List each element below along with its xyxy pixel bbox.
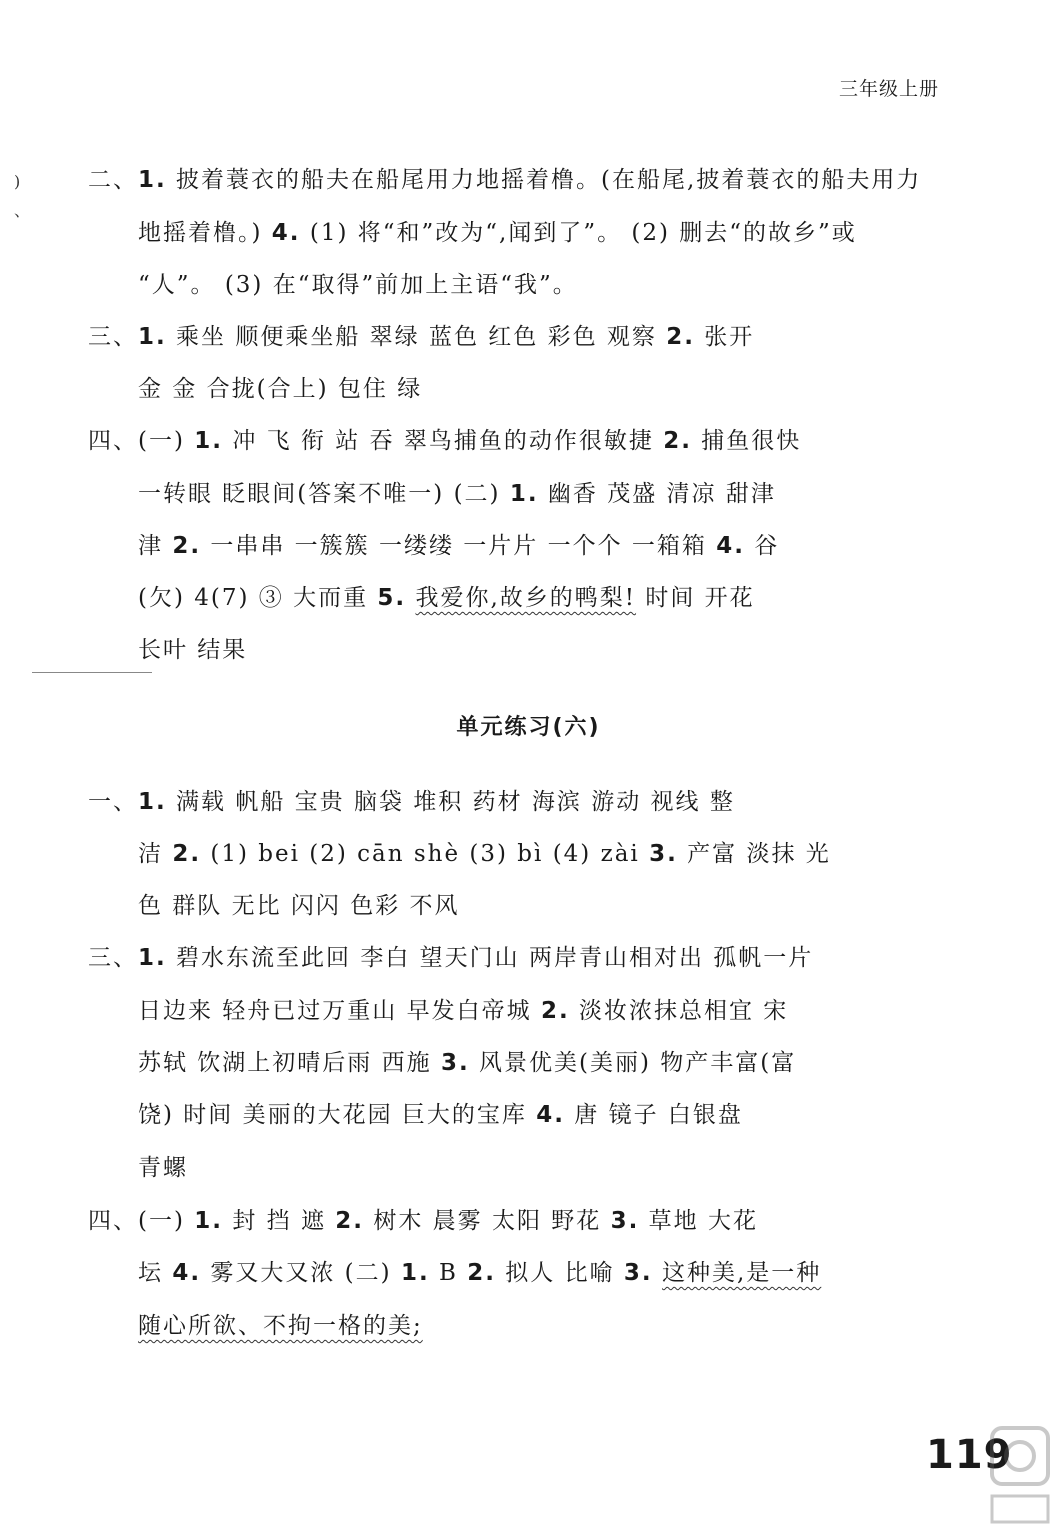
answer-line (138, 526, 779, 566)
answer-line (138, 991, 788, 1031)
section-marker: 四、(一) (88, 1208, 195, 1234)
answer-text: 冲 飞 衔 站 吞 翠鸟捕鱼的动作很敏捷 (223, 428, 664, 454)
underlined-answer: 我爱你,故乡的鸭梨! (415, 585, 637, 611)
question-number: 2. (666, 324, 695, 350)
answer-line (88, 421, 801, 461)
answer-line (138, 213, 857, 253)
answer-text: 拟人 比喻 (495, 1260, 624, 1286)
answer-text: 树木 晨雾 太阳 野花 (364, 1208, 611, 1234)
answer-line (138, 474, 776, 514)
answer-text: 产富 淡抹 光 (677, 841, 831, 867)
question-number: 1. (194, 428, 224, 454)
question-number: 3. (623, 1260, 653, 1286)
answer-text: 一串串 一簇簇 一缕缕 一片片 一个个 一箱箱 (201, 533, 717, 559)
answer-line (88, 317, 754, 357)
question-number: 4. (271, 220, 301, 246)
answer-text: 风景优美(美丽) 物产丰富(富 (469, 1050, 797, 1076)
answer-text (653, 1260, 662, 1286)
answer-line: 青螺 (138, 1155, 188, 1181)
section-divider (32, 672, 152, 673)
margin-mark: ) (14, 172, 21, 191)
section-marker: 一、 (88, 789, 138, 815)
answer-line (88, 782, 735, 822)
question-number: 1. (138, 789, 167, 815)
answer-text: 日边来 轻舟已过万重山 早发白帝城 (138, 998, 541, 1024)
answer-line (138, 578, 755, 618)
answer-text: 披着蓑衣的船夫在船尾用力地摇着橹。(在船尾,披着蓑衣的船夫用力 (166, 167, 922, 193)
answer-text: 谷 (745, 533, 780, 559)
answer-line (138, 1253, 821, 1293)
question-number: 1. (509, 481, 539, 507)
question-number: 2. (172, 533, 202, 559)
question-number: 5. (377, 585, 407, 611)
section-marker: 三、 (88, 945, 138, 971)
answer-text: 一转眼 眨眼间(答案不唯一) (二) (138, 481, 510, 507)
question-number: 2. (663, 428, 692, 454)
question-number: 3. (440, 1050, 470, 1076)
answer-text: (1) 将“和”改为“,闻到了”。 (2) 删去“的故乡”或 (300, 220, 857, 246)
question-number: 1. (400, 1260, 430, 1286)
question-number: 3. (610, 1208, 640, 1234)
question-number: 2. (335, 1208, 365, 1234)
question-number: 1. (138, 167, 167, 193)
question-number: 2. (467, 1260, 496, 1286)
answer-text: 淡妆浓抹总相宜 宋 (569, 998, 789, 1024)
answer-text: 唐 镜子 白银盘 (564, 1102, 743, 1128)
section-title: 单元练习(六) (456, 715, 601, 740)
section-marker: 二、 (88, 167, 138, 193)
answer-text: 草地 大花 (639, 1208, 758, 1234)
answer-text: 满载 帆船 宝贵 脑袋 堆积 药材 海滨 游动 视线 整 (166, 789, 735, 815)
underlined-answer: 这种美,是一种 (661, 1260, 822, 1286)
question-number: 4. (172, 1260, 202, 1286)
book-grade-header: 三年级上册 (838, 78, 939, 100)
question-number: 1. (138, 945, 167, 971)
answer-text: 幽香 茂盛 清凉 甜津 (538, 481, 776, 507)
answer-text: 封 挡 遮 (223, 1208, 336, 1234)
underlined-answer: 随心所欲、不拘一格的美; (138, 1313, 423, 1339)
section-marker: 三、 (88, 324, 138, 350)
answer-text: (1) bei (2) cān shè (3) bì (4) zài (201, 841, 650, 867)
question-number: 1. (194, 1208, 224, 1234)
answer-text: B (429, 1260, 468, 1286)
question-number: 4. (536, 1102, 565, 1128)
answer-text: 苏轼 饮湖上初晴后雨 西施 (138, 1050, 441, 1076)
answer-text: 地摇着橹。) (138, 220, 272, 246)
answer-text: 雾又大又浓 (二) (201, 1260, 401, 1286)
section-marker: 四、(一) (88, 428, 195, 454)
answer-text: 张开 (695, 324, 755, 350)
answer-text: 坛 (138, 1260, 173, 1286)
page-number: 119 (926, 1432, 1013, 1478)
answer-text: 饶) 时间 美丽的大花园 巨大的宝库 (138, 1102, 537, 1128)
answer-line (138, 1306, 423, 1346)
answer-text: 时间 开花 (636, 585, 755, 611)
answer-text: 碧水东流至此回 李白 望天门山 两岸青山相对出 孤帆一片 (166, 945, 814, 971)
answer-line: 金 金 合拢(合上) 包住 绿 (138, 376, 423, 402)
margin-mark: 、 (14, 201, 31, 220)
answer-line (88, 938, 813, 978)
question-number: 2. (172, 841, 202, 867)
question-number: 1. (138, 324, 167, 350)
watermark-logo (990, 1420, 1050, 1530)
answer-line: “人”。 (3) 在“取得”前加上主语“我”。 (138, 272, 578, 298)
question-number: 3. (649, 841, 678, 867)
question-number: 2. (540, 998, 570, 1024)
answer-text: 捕鱼很快 (691, 428, 802, 454)
answer-line (138, 1043, 796, 1083)
answer-line (88, 1201, 758, 1241)
answer-line (138, 834, 831, 874)
answer-text: 洁 (138, 841, 173, 867)
answer-line (138, 1095, 743, 1135)
answer-line: 色 群队 无比 闪闪 色彩 不风 (138, 893, 460, 919)
answer-text: 津 (138, 533, 173, 559)
answer-text: 乘坐 顺便乘坐船 翠绿 蓝色 红色 彩色 观察 (166, 324, 667, 350)
answer-line: 长叶 结果 (138, 637, 248, 663)
answer-line (88, 160, 921, 200)
question-number: 4. (716, 533, 745, 559)
answer-text: (欠) 4(7) ③ 大而重 (138, 585, 378, 611)
